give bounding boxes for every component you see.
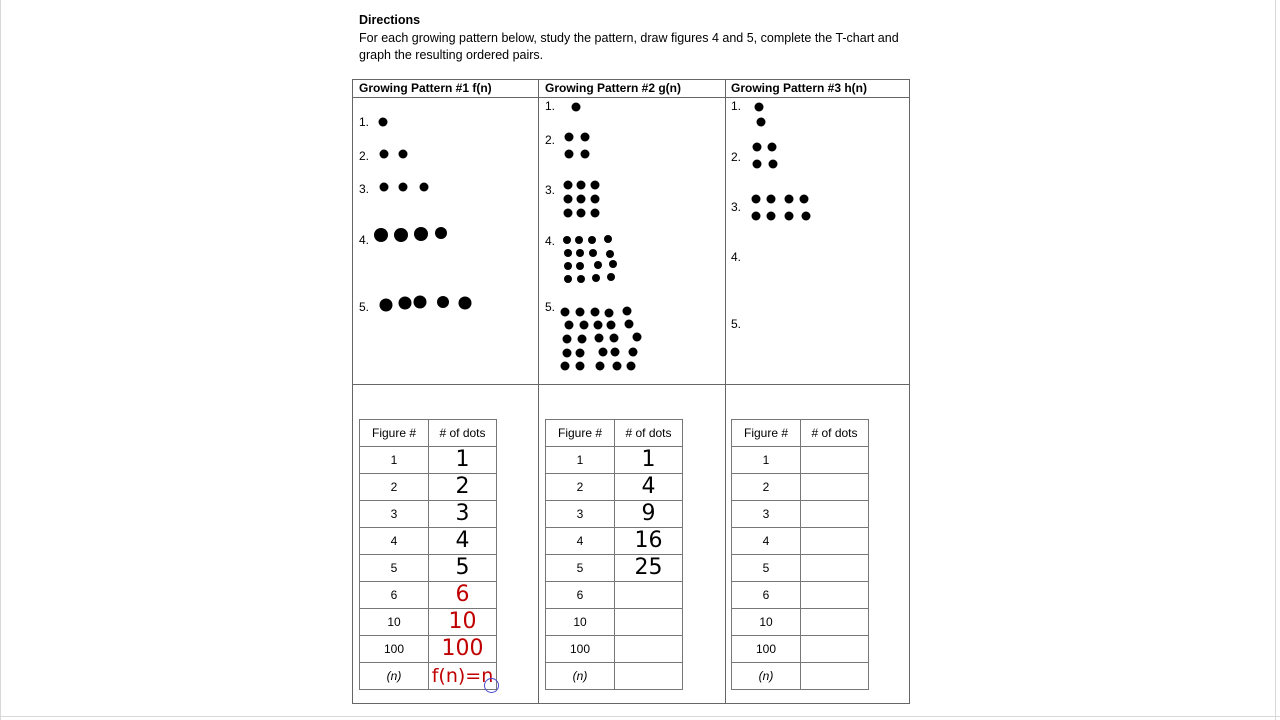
figure-cell: 5 [546,555,615,582]
figure-cell: 100 [732,636,801,663]
figure-label: 3. [359,182,370,196]
figure-cell: 3 [546,501,615,528]
figure-cell: 5 [360,555,429,582]
header-dots: # of dots [429,420,497,447]
dots-cell[interactable]: 16 [615,528,683,555]
dots-cell[interactable]: 3 [429,501,497,528]
figure-cell: (n) [360,663,429,690]
header-figure: Figure # [546,420,615,447]
figure-label: 3. [545,183,556,197]
figure-label: 1. [731,99,742,113]
dots-cell[interactable]: 25 [615,555,683,582]
figure-label: 1. [545,99,556,113]
header-dots: # of dots [615,420,683,447]
figure-cell: 2 [546,474,615,501]
dots-cell[interactable] [801,555,869,582]
figure-cell: 100 [360,636,429,663]
p1-figure-4-dots [374,227,447,242]
pattern-3-heading: Growing Pattern #3 h(n) [731,81,868,95]
figure-cell: 4 [732,528,801,555]
figure-cell: 3 [732,501,801,528]
figure-label: 4. [731,250,742,264]
figure-label: 1. [359,115,370,129]
dots-cell[interactable] [801,609,869,636]
figure-cell: 100 [546,636,615,663]
dots-cell[interactable]: 10 [429,609,497,636]
p1-figure-5-dots [380,296,472,312]
figure-cell: 1 [732,447,801,474]
figure-label: 2. [545,133,556,147]
figure-cell: 2 [732,474,801,501]
figure-label: 5. [545,300,556,314]
p3-figure-1-dots [755,103,766,127]
figure-cell: 6 [360,582,429,609]
figure-label: 3. [731,200,742,214]
p2-figure-5-dots [561,307,642,371]
tchart-pattern-1 [359,419,497,690]
tchart-pattern-2 [545,419,683,690]
p2-figure-2-dots [565,133,590,159]
figure-label: 2. [359,149,370,163]
dots-cell[interactable] [615,663,683,690]
figure-cell: (n) [546,663,615,690]
dots-cell[interactable] [801,582,869,609]
header-figure: Figure # [732,420,801,447]
dots-cell[interactable] [615,636,683,663]
dots-cell[interactable]: 2 [429,474,497,501]
p1-figure-2-dots [380,150,408,159]
header-dots: # of dots [801,420,869,447]
figure-label: 4. [359,233,370,247]
dots-cell[interactable]: 1 [615,447,683,474]
figure-cell: 1 [360,447,429,474]
figure-cell: 5 [732,555,801,582]
dots-cell[interactable]: 5 [429,555,497,582]
dots-cell[interactable] [801,447,869,474]
dots-cell[interactable] [615,609,683,636]
dots-cell[interactable]: 100 [429,636,497,663]
p2-figure-3-dots [564,181,600,218]
tchart-pattern-3 [731,419,869,690]
figure-cell: (n) [732,663,801,690]
dots-cell[interactable] [801,501,869,528]
dots-cell[interactable]: 9 [615,501,683,528]
dots-cell[interactable]: 1 [429,447,497,474]
p3-figure-3-dots [752,195,811,221]
figure-cell: 6 [546,582,615,609]
pattern-1-heading: Growing Pattern #1 f(n) [359,81,492,95]
figure-label: 2. [731,150,742,164]
dots-cell[interactable]: 4 [429,528,497,555]
directions-text: For each growing pattern below, study the pattern, draw figures 4 and 5, complete the T-chart and graph the resulting ordered pairs. [359,31,899,62]
dots-cell[interactable] [801,474,869,501]
figure-label: 5. [359,300,370,314]
dots-cell[interactable]: 6 [429,582,497,609]
figure-cell: 4 [546,528,615,555]
p2-figure-4-dots [563,235,617,283]
header-figure: Figure # [360,420,429,447]
directions-title: Directions [359,13,421,27]
figure-label: 4. [545,234,556,248]
figure-cell: 6 [732,582,801,609]
p1-figure-3-dots [380,183,429,192]
dots-cell[interactable]: f(n)=n [429,663,497,690]
figure-cell: 1 [546,447,615,474]
figure-cell: 10 [360,609,429,636]
dots-cell[interactable] [801,528,869,555]
pen-cursor-icon [484,678,499,693]
figure-cell: 10 [732,609,801,636]
figure-cell: 4 [360,528,429,555]
figure-cell: 10 [546,609,615,636]
dots-cell[interactable] [801,663,869,690]
dots-cell[interactable]: 4 [615,474,683,501]
p1-figure-1-dots [379,118,388,127]
figure-cell: 2 [360,474,429,501]
figure-cell: 3 [360,501,429,528]
pattern-2-heading: Growing Pattern #2 g(n) [545,81,682,95]
dots-cell[interactable] [801,636,869,663]
figure-label: 5. [731,317,742,331]
p2-figure-1-dots [572,103,581,112]
p3-figure-2-dots [753,143,778,169]
dots-cell[interactable] [615,582,683,609]
